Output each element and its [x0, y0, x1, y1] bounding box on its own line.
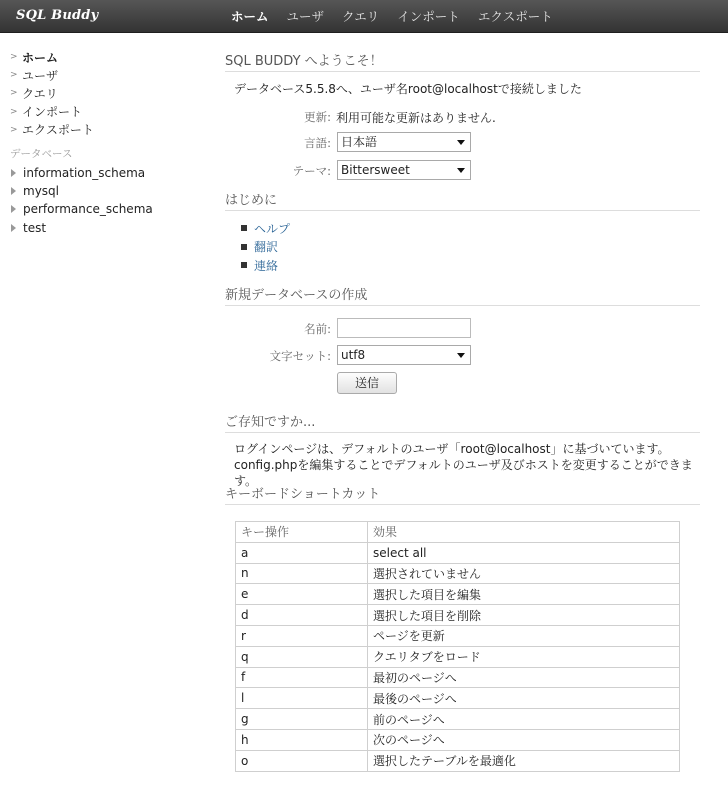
table-row — [236, 688, 680, 709]
shortcut-key: n — [236, 563, 368, 584]
table-row — [236, 605, 680, 626]
list-item — [241, 256, 290, 275]
bullet-icon — [241, 262, 247, 268]
welcome-title: SQL BUDDY へようこそ！ — [225, 54, 700, 72]
help-link[interactable]: ヘルプ — [254, 221, 291, 236]
did-you-know-text: ログインページは、デフォルトのユーザ「root@localhost」に基づいています。config.phpを編集することでデフォルトのユーザ及びホストを変更することができます。 — [234, 442, 693, 488]
bullet-icon — [241, 225, 247, 231]
table-row — [236, 667, 680, 688]
chevron-right-icon: > — [10, 124, 18, 135]
shortcuts-title: キーボードショートカット — [225, 487, 700, 505]
shortcut-effect: 最後のページへ — [368, 688, 680, 709]
language-selected: 日本語 — [341, 135, 378, 149]
update-label: 更新: — [304, 110, 331, 124]
expand-triangle-icon[interactable] — [11, 205, 16, 213]
app-logo[interactable]: SQL Buddy — [16, 8, 99, 23]
shortcuts-table — [235, 521, 680, 772]
sidebar-link-label: インポート — [22, 105, 83, 120]
shortcut-key: q — [236, 646, 368, 667]
db-name-label: 名前: — [304, 322, 331, 336]
getting-started-title: はじめに — [225, 193, 700, 211]
charset-select[interactable] — [337, 345, 471, 365]
dropdown-caret-icon — [457, 353, 465, 358]
contact-link[interactable]: 連絡 — [254, 258, 279, 273]
shortcut-key: e — [236, 584, 368, 605]
sidebar-link-import[interactable] — [10, 103, 200, 121]
db-name: test — [23, 220, 47, 235]
translate-link[interactable]: 翻訳 — [254, 240, 279, 255]
shortcut-effect: ページを更新 — [368, 625, 680, 646]
theme-row — [225, 160, 700, 180]
table-row — [236, 750, 680, 771]
shortcut-key: a — [236, 542, 368, 563]
sidebar-link-users[interactable] — [10, 66, 200, 84]
sidebar-link-home[interactable] — [10, 48, 200, 66]
shortcut-effect: 選択されていません — [368, 563, 680, 584]
table-row — [236, 729, 680, 750]
sidebar-link-label: クエリ — [22, 86, 58, 101]
dropdown-caret-icon — [457, 168, 465, 173]
chevron-right-icon: > — [10, 52, 18, 63]
submit-button[interactable]: 送信 — [337, 372, 397, 394]
table-row — [236, 584, 680, 605]
sidebar-link-export[interactable] — [10, 121, 200, 139]
shortcut-effect: 選択した項目を削除 — [368, 605, 680, 626]
expand-triangle-icon[interactable] — [11, 169, 16, 177]
language-select[interactable] — [337, 132, 471, 152]
bullet-icon — [241, 244, 247, 250]
did-you-know-title: ご存知ですか... — [225, 415, 700, 433]
expand-triangle-icon[interactable] — [11, 187, 16, 195]
sidebar-link-label: エクスポート — [22, 123, 94, 138]
nav-import[interactable]: インポート — [397, 9, 460, 24]
sidebar-db-information-schema[interactable] — [10, 164, 200, 182]
sidebar — [10, 48, 200, 237]
table-row — [236, 542, 680, 563]
sidebar-link-label: ホーム — [22, 50, 59, 65]
shortcut-key: f — [236, 667, 368, 688]
getting-started-links — [241, 219, 290, 275]
shortcut-effect: 最初のページへ — [368, 667, 680, 688]
sidebar-db-mysql[interactable] — [10, 182, 200, 200]
sidebar-db-test[interactable] — [10, 219, 200, 237]
shortcut-effect: クエリタブをロード — [368, 646, 680, 667]
connection-info: データベース5.5.8へ、ユーザ名root@localhostで接続しました — [234, 82, 582, 96]
charset-selected: utf8 — [341, 348, 366, 362]
sidebar-link-label: ユーザ — [22, 68, 59, 83]
shortcut-effect: 次のページへ — [368, 729, 680, 750]
table-row — [236, 709, 680, 730]
db-name: mysql — [23, 184, 59, 199]
top-nav — [222, 0, 562, 33]
update-row — [225, 106, 700, 126]
language-row — [225, 132, 700, 152]
language-label: 言語: — [304, 136, 331, 150]
list-item — [241, 219, 290, 238]
shortcut-effect: select all — [368, 542, 680, 563]
shortcut-key: g — [236, 709, 368, 730]
charset-label: 文字セット: — [269, 349, 331, 363]
shortcut-effect: 選択した項目を編集 — [368, 584, 680, 605]
theme-label: テーマ: — [292, 164, 331, 178]
table-row — [236, 646, 680, 667]
shortcut-key: r — [236, 625, 368, 646]
dropdown-caret-icon — [457, 140, 465, 145]
column-header-effect: 効果 — [368, 522, 680, 543]
sidebar-db-performance-schema[interactable] — [10, 200, 200, 218]
shortcut-key: l — [236, 688, 368, 709]
nav-home[interactable]: ホーム — [231, 9, 269, 24]
shortcut-effect: 前のページへ — [368, 709, 680, 730]
shortcut-key: o — [236, 750, 368, 771]
table-row — [236, 563, 680, 584]
sidebar-link-query[interactable] — [10, 84, 200, 102]
theme-selected: Bittersweet — [341, 163, 410, 177]
expand-triangle-icon[interactable] — [11, 224, 16, 232]
db-name-row — [225, 318, 700, 338]
chevron-right-icon: > — [10, 106, 18, 117]
chevron-right-icon: > — [10, 88, 18, 99]
shortcut-effect: 選択したテーブルを最適化 — [368, 750, 680, 771]
table-row — [236, 625, 680, 646]
top-bar — [0, 0, 728, 33]
table-header-row — [236, 522, 680, 543]
db-name: information_schema — [23, 166, 146, 181]
databases-heading: データベース — [10, 147, 73, 160]
list-item — [241, 238, 290, 257]
nav-query[interactable]: クエリ — [342, 9, 380, 24]
update-status: 利用可能な更新はありません. — [336, 111, 496, 125]
nav-users[interactable]: ユーザ — [286, 9, 325, 24]
charset-row — [225, 345, 700, 365]
shortcut-key: h — [236, 729, 368, 750]
create-db-title: 新規データベースの作成 — [225, 288, 700, 306]
theme-select[interactable] — [337, 160, 471, 180]
chevron-right-icon: > — [10, 70, 18, 81]
nav-export[interactable]: エクスポート — [477, 9, 553, 24]
shortcut-key: d — [236, 605, 368, 626]
column-header-key: キー操作 — [236, 522, 368, 543]
db-name: performance_schema — [23, 202, 153, 217]
db-name-input[interactable] — [337, 318, 471, 338]
